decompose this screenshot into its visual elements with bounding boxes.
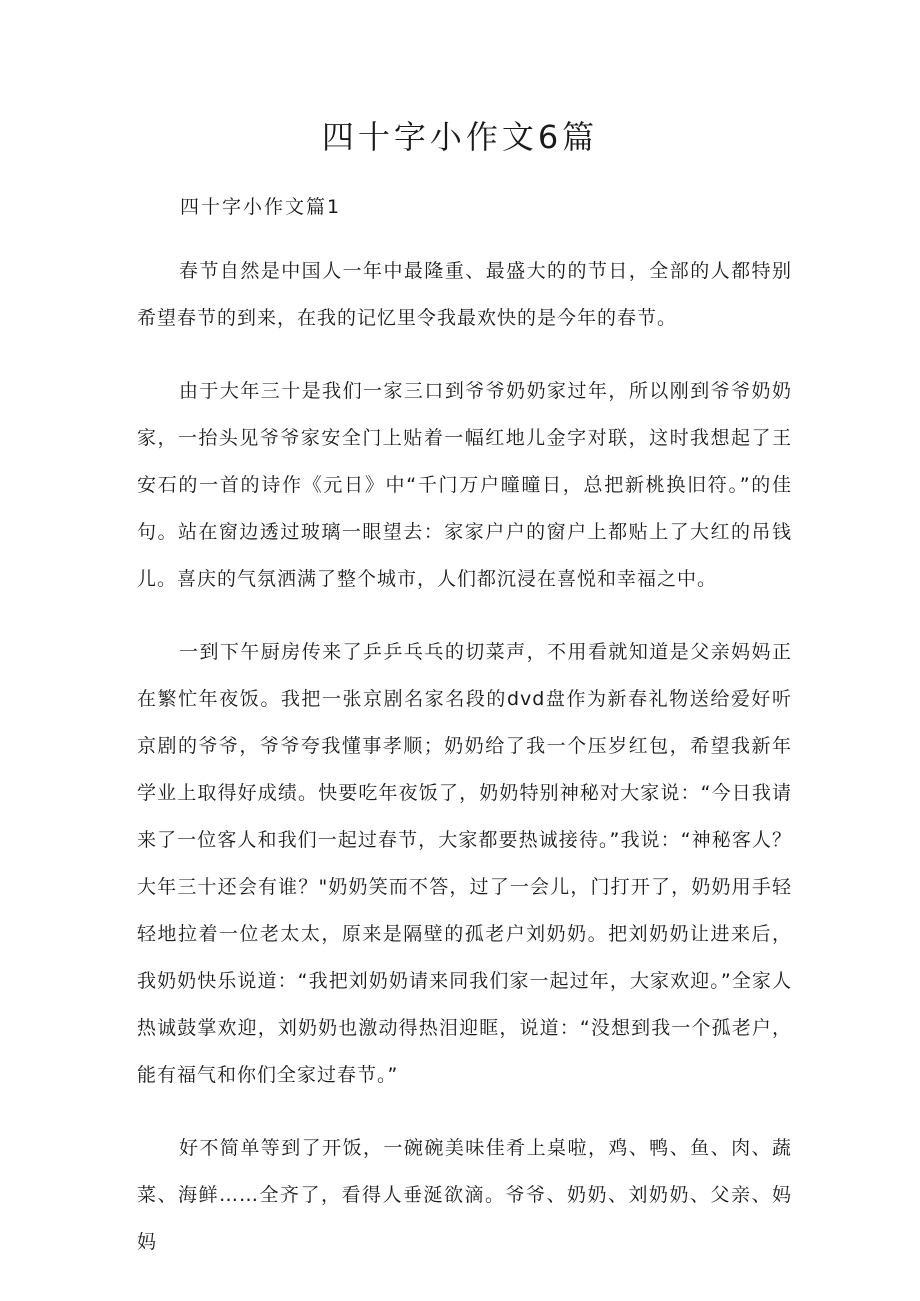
document-body [137, 248, 792, 1292]
paragraph-3: 一到下午厨房传来了乒乒乓乓的切菜声，不用看就知道是父亲妈妈正在繁忙年夜饭。我把一张京剧名家名段的dvd盘作为新春礼物送给爱好听京剧的爷爷，爷爷夸我懂事孝顺；奶奶给了我一个压岁红包，希望我新年学业上取得好成绩。快要吃年夜饭了，奶奶特别神秘对大家说：“今日我请来了一位客人和我们一起过春节，大家都要热诚接待。”我说：“神秘客人？大年三十还会有谁？"奶奶笑而不答，过了一会儿，门打开了，奶奶用手轻轻地拉着一位老太太，原来是隔壁的孤老户刘奶奶。把刘奶奶让进来后，我奶奶快乐说道：“我把刘奶奶请来同我们家一起过年，大家欢迎。”全家人热诚鼓掌欢迎，刘奶奶也激动得热泪迎眶，说道：“没想到我一个孤老户，能有福气和你们全家过春节。” [137, 641, 792, 1086]
paragraph-2: 由于大年三十是我们一家三口到爷爷奶奶家过年，所以刚到爷爷奶奶家，一抬头见爷爷家安全门上贴着一幅红地儿金字对联，这时我想起了王安石的一首的诗作《元日》中“千门万户曈曈日，总把新桃换旧符。”的佳句。站在窗边透过玻璃一眼望去：家家户户的窗户上都贴上了大红的吊钱儿。喜庆的气氛洒满了整个城市，人们都沉浸在喜悦和幸福之中。 [137, 380, 792, 590]
paragraph-1: 春节自然是中国人一年中最隆重、最盛大的的节日，全部的人都特别希望春节的到来，在我的记忆里令我最欢快的是今年的春节。 [137, 260, 792, 329]
section-heading: 四十字小作文篇1 [180, 196, 342, 218]
document-title: 四十字小作文6篇 [321, 118, 599, 156]
paragraph-4: 好不简单等到了开饭，一碗碗美味佳肴上桌啦，鸡、鸭、鱼、肉、蔬菜、海鲜……全齐了，看得人垂涎欲滴。爷爷、奶奶、刘奶奶、父亲、妈妈 [137, 1137, 792, 1253]
